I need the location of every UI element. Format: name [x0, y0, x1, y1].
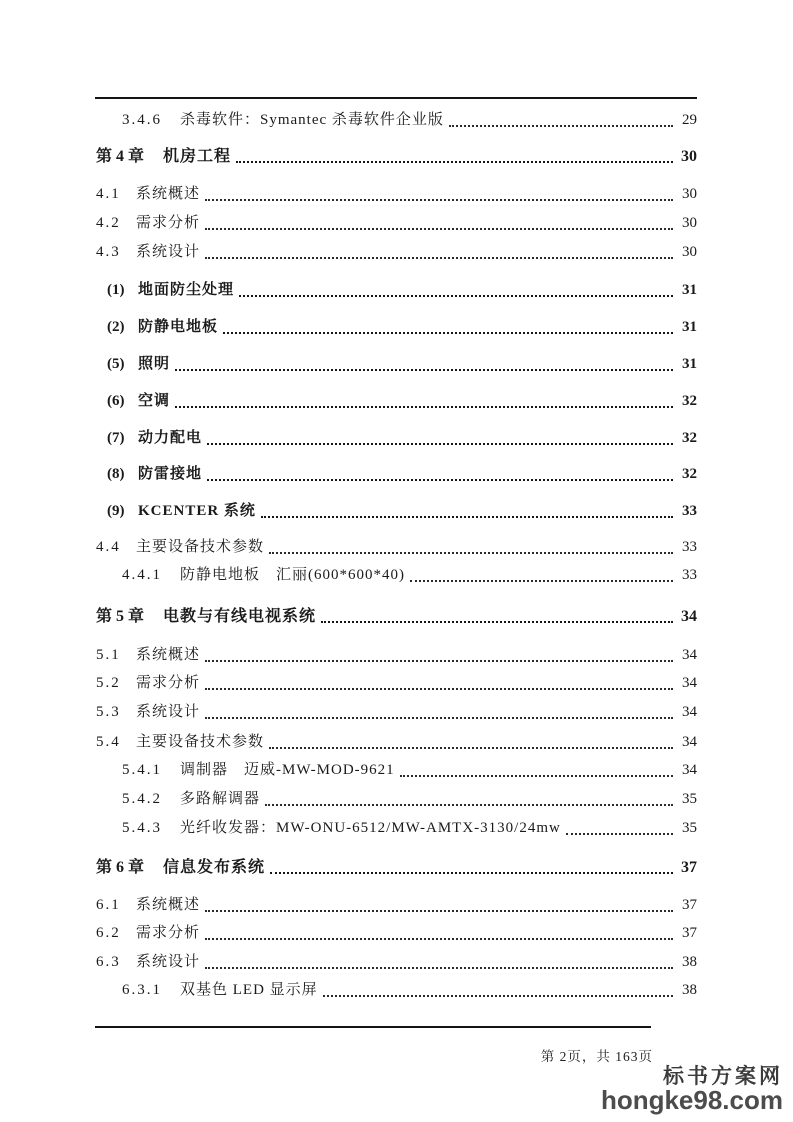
toc-leader-dots: [400, 775, 673, 777]
toc-entry-number: 4.4: [96, 539, 121, 555]
toc-entry-page: 33: [682, 539, 697, 555]
toc-entry-page: 37: [682, 897, 697, 913]
toc-entry-number: (8): [107, 466, 125, 482]
toc-entry-title: 主要设备技术参数: [136, 539, 265, 555]
toc-entry-page: 29: [682, 112, 697, 128]
toc-entry-title: 需求分析: [136, 925, 201, 941]
toc-leader-dots: [321, 621, 673, 623]
toc-entry[interactable]: [96, 501, 697, 522]
toc-entry-title: 调制器 迈威-MW-MOD-9621: [180, 762, 395, 778]
toc-entry-number: (5): [107, 356, 125, 372]
toc-entry-page: 31: [682, 282, 697, 298]
toc-entry-number: 5.4.3: [122, 820, 162, 836]
toc-entry-title: 电教与有线电视系统: [163, 608, 317, 625]
toc-leader-dots: [205, 938, 673, 940]
toc-leader-dots: [270, 872, 673, 874]
toc-entry-title: 防雷接地: [138, 466, 203, 482]
toc-entry-page: 37: [681, 859, 697, 876]
toc-entry-title: 系统设计: [136, 954, 201, 970]
toc-entry-number: 3.4.6: [122, 112, 162, 128]
toc-leader-dots: [205, 717, 673, 719]
toc-entry[interactable]: [96, 923, 697, 944]
toc-entry-page: 30: [682, 244, 697, 260]
toc-entry[interactable]: [96, 464, 697, 485]
page-number-footer: 第 2页，共 163页: [540, 1049, 653, 1064]
toc-entry-title: 需求分析: [136, 675, 201, 691]
toc-entry-number: 第4章: [96, 148, 149, 165]
toc-leader-dots: [207, 479, 673, 481]
toc-leader-dots: [449, 125, 673, 127]
toc-entry-number: 5.4.1: [122, 762, 162, 778]
toc-leader-dots: [207, 443, 673, 445]
toc-entry[interactable]: [96, 702, 697, 723]
toc-entry-page: 32: [682, 466, 697, 482]
toc-entry[interactable]: [96, 391, 697, 412]
toc-entry-number: 5.4.2: [122, 791, 162, 807]
toc-entry-number: 5.2: [96, 675, 121, 691]
toc-entry-page: 32: [682, 393, 697, 409]
toc-leader-dots: [269, 552, 673, 554]
watermark-site-url: hongke98.com: [600, 1085, 783, 1116]
toc-entry[interactable]: [96, 242, 697, 263]
toc-leader-dots: [205, 688, 673, 690]
toc-entry-number: 4.4.1: [122, 567, 162, 583]
toc-entry[interactable]: [96, 354, 697, 375]
toc-entry[interactable]: [96, 673, 697, 694]
toc-leader-dots: [205, 660, 673, 662]
toc-entry[interactable]: [96, 732, 697, 753]
toc-entry-page: 30: [681, 148, 697, 165]
footer-rule: [95, 1026, 651, 1028]
toc-entry-page: 33: [682, 503, 697, 519]
toc-leader-dots: [205, 257, 673, 259]
toc-entry-page: 34: [681, 608, 697, 625]
toc-entry-title: 多路解调器: [180, 791, 261, 807]
toc-leader-dots: [323, 995, 673, 997]
toc-entry-page: 31: [682, 319, 697, 335]
toc-entry-number: (7): [107, 430, 125, 446]
toc-entry-page: 34: [682, 675, 697, 691]
toc-leader-dots: [175, 406, 673, 408]
toc-leader-dots: [236, 161, 673, 163]
header-rule: [95, 97, 697, 99]
toc-entry-page: 33: [682, 567, 697, 583]
toc-entry-title: 系统概述: [136, 897, 201, 913]
toc-entry-page: 34: [682, 704, 697, 720]
toc-entry-title: 机房工程: [163, 148, 232, 165]
toc-entry-title: 主要设备技术参数: [136, 734, 265, 750]
watermark-site-name: 标书方案网: [663, 1065, 783, 1088]
toc-entry-number: 第5章: [96, 608, 149, 625]
toc-entry-page: 37: [682, 925, 697, 941]
toc-leader-dots: [175, 369, 673, 371]
toc-entry-title: 地面防尘处理: [138, 282, 235, 298]
toc-entry-title: 照明: [138, 356, 171, 372]
toc-entry-number: 5.1: [96, 647, 121, 663]
toc-entry-title: 系统设计: [136, 244, 201, 260]
toc-entry-number: 4.3: [96, 244, 121, 260]
toc-entry-number: 4.2: [96, 215, 121, 231]
toc-entry[interactable]: [96, 645, 697, 666]
toc-entry-page: 30: [682, 215, 697, 231]
toc-entry-title: 空调: [138, 393, 171, 409]
toc-entry[interactable]: [96, 428, 697, 449]
toc-entry[interactable]: [96, 537, 697, 558]
toc-entry-title: 系统概述: [136, 186, 201, 202]
toc-entry-title: 防静电地板: [138, 319, 219, 335]
toc-entry-title: 动力配电: [138, 430, 203, 446]
toc-leader-dots: [410, 580, 673, 582]
toc-entry-number: 5.3: [96, 704, 121, 720]
toc-entry-title: 信息发布系统: [163, 859, 266, 876]
toc-leader-dots: [239, 295, 673, 297]
toc-entry-page: 30: [682, 186, 697, 202]
toc-entry-page: 34: [682, 647, 697, 663]
toc-entry-number: 6.1: [96, 897, 121, 913]
toc-leader-dots: [261, 516, 673, 518]
toc-entry[interactable]: [96, 818, 697, 839]
toc-entry[interactable]: [96, 565, 697, 586]
toc-leader-dots: [205, 228, 673, 230]
toc-entry[interactable]: [96, 980, 697, 1001]
toc-leader-dots: [269, 747, 673, 749]
toc-entry[interactable]: [96, 317, 697, 338]
toc-leader-dots: [205, 199, 673, 201]
toc-entry[interactable]: [96, 606, 697, 627]
toc-leader-dots: [566, 833, 673, 835]
toc-entry-page: 34: [682, 762, 697, 778]
toc-entry-title: 杀毒软件：Symantec 杀毒软件企业版: [180, 112, 444, 128]
toc-entry[interactable]: [96, 146, 697, 167]
toc-entry-title: KCENTER 系统: [138, 503, 256, 519]
toc-entry[interactable]: [96, 213, 697, 234]
toc-leader-dots: [265, 804, 673, 806]
toc-entry-number: 6.3.1: [122, 982, 162, 998]
toc-entry[interactable]: [96, 760, 697, 781]
toc-leader-dots: [223, 332, 673, 334]
toc-entry-page: 38: [682, 954, 697, 970]
toc-entry-title: 防静电地板 汇丽(600*600*40): [180, 567, 405, 583]
toc-entry-number: 6.2: [96, 925, 121, 941]
toc-entry-number: (2): [107, 319, 125, 335]
toc-entry-number: (1): [107, 282, 125, 298]
toc-leader-dots: [205, 967, 673, 969]
toc-entry-title: 系统概述: [136, 647, 201, 663]
toc-entry-page: 32: [682, 430, 697, 446]
toc-entry-title: 需求分析: [136, 215, 201, 231]
toc-entry-number: 4.1: [96, 186, 121, 202]
toc-entry-page: 35: [682, 820, 697, 836]
toc-entry-number: (9): [107, 503, 125, 519]
toc-entry-title: 光纤收发器：MW-ONU-6512/MW-AMTX-3130/24mw: [180, 820, 561, 836]
toc-entry[interactable]: [96, 895, 697, 916]
toc-entry-number: 第6章: [96, 859, 149, 876]
toc-entry-title: 系统设计: [136, 704, 201, 720]
toc-entry-page: 38: [682, 982, 697, 998]
toc-entry[interactable]: [96, 110, 697, 131]
toc-leader-dots: [205, 910, 673, 912]
toc-entry-number: 6.3: [96, 954, 121, 970]
toc-entry-number: (6): [107, 393, 125, 409]
toc-entry[interactable]: [96, 952, 697, 973]
toc-entry-page: 34: [682, 734, 697, 750]
toc-entry-page: 31: [682, 356, 697, 372]
watermark: [601, 1066, 783, 1114]
toc-entry-title: 双基色 LED 显示屏: [180, 982, 318, 998]
toc-entry[interactable]: [96, 184, 697, 205]
toc-entry[interactable]: [96, 280, 697, 301]
toc-entry-number: 5.4: [96, 734, 121, 750]
toc-entry[interactable]: [96, 789, 697, 810]
toc-entry-page: 35: [682, 791, 697, 807]
toc-entry[interactable]: [96, 857, 697, 878]
